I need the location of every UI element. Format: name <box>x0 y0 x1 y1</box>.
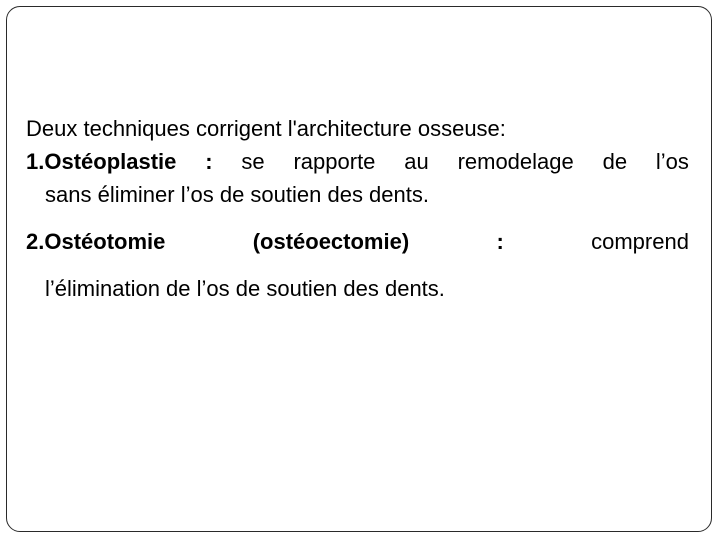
technique-item-osteotomie <box>26 225 689 305</box>
technique-1-word: l’os <box>655 149 689 174</box>
technique-1-number: 1. <box>26 149 45 174</box>
technique-2-first-line <box>26 225 689 258</box>
technique-1-word: rapporte <box>293 149 376 174</box>
technique-2-word: comprend <box>591 229 689 254</box>
technique-1-term: Ostéoplastie <box>44 149 177 174</box>
intro-text: Deux techniques corrigent l'architecture osseuse: <box>26 116 506 141</box>
technique-2-separator: : <box>496 229 504 254</box>
technique-1-first-line <box>26 145 689 178</box>
technique-1-separator: : <box>205 149 213 174</box>
technique-1-word: de <box>602 149 628 174</box>
technique-1-word: au <box>404 149 429 174</box>
technique-1-word: se <box>241 149 265 174</box>
technique-1-word: remodelage <box>457 149 574 174</box>
technique-1-heading <box>26 145 176 178</box>
technique-item-osteoplastie <box>26 145 689 211</box>
technique-2-continuation: l’élimination de l’os de soutien des dents. <box>45 276 445 301</box>
slide-content <box>26 112 689 305</box>
technique-1-continuation: sans éliminer l’os de soutien des dents. <box>45 182 429 207</box>
technique-2-term: 2.Ostéotomie <box>26 229 166 254</box>
technique-2-alternate-term: (ostéoectomie) <box>252 229 410 254</box>
